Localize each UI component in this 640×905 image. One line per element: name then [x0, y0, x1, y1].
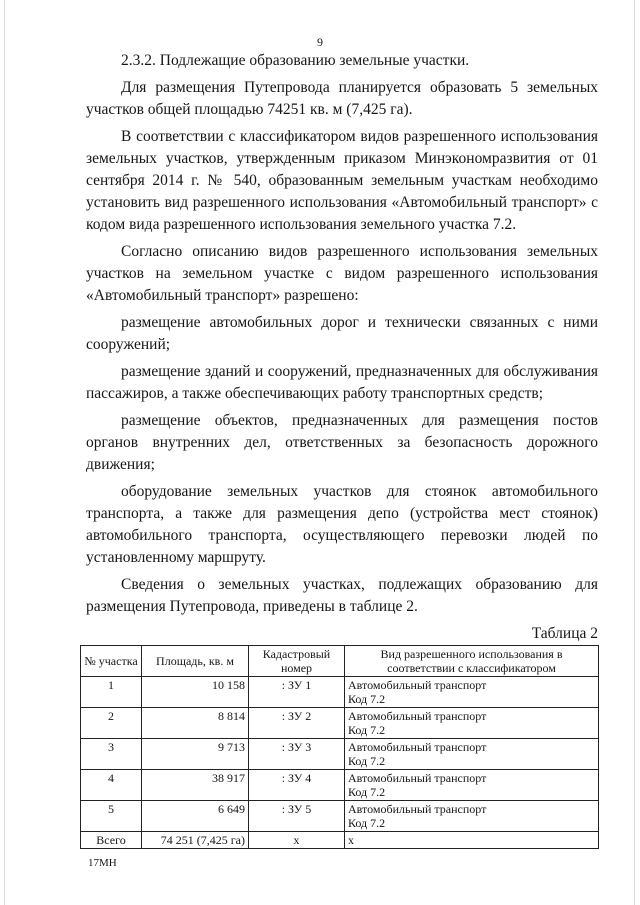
header-area: Площадь, кв. м: [142, 646, 249, 677]
cell-cadastral: : ЗУ 1: [249, 677, 345, 708]
use-type: Автомобильный транспорт: [348, 678, 487, 692]
cell-area: 9 713: [142, 739, 249, 770]
paragraph: размещение автомобильных дорог и технически связанных с ними сооружений;: [86, 314, 598, 353]
header-use: Вид разрешенного использования в соответствии с классификатором: [345, 646, 599, 677]
document-body: [86, 50, 598, 623]
cell-cadastral: : ЗУ 4: [249, 770, 345, 801]
footer-code: 17МН: [88, 857, 117, 869]
header-number: № участка: [81, 646, 142, 677]
paragraph: Согласно описанию видов разрешенного использования земельных участков на земельном участке с видом разрешенного использования «Автомобильный транспорт» разрешено:: [86, 243, 598, 304]
table-row: [81, 801, 599, 832]
use-type: Автомобильный транспорт: [348, 709, 487, 723]
table-row: [81, 708, 599, 739]
cell-number: 1: [81, 677, 142, 708]
cell-area: 8 814: [142, 708, 249, 739]
cell-use: [345, 708, 599, 739]
use-type: Автомобильный транспорт: [348, 740, 487, 754]
total-cadastral: х: [249, 832, 345, 849]
paragraph: размещение зданий и сооружений, предназначенных для обслуживания пассажиров, а также обеспечивающих работу транспортных средств;: [86, 363, 598, 402]
header-cadastral: Кадастровый номер: [249, 646, 345, 677]
cell-area: 38 917: [142, 770, 249, 801]
use-code: Код 7.2: [348, 816, 386, 830]
cell-use: [345, 770, 599, 801]
use-code: Код 7.2: [348, 692, 386, 706]
cell-number: 4: [81, 770, 142, 801]
cell-cadastral: : ЗУ 2: [249, 708, 345, 739]
left-margin-line: [4, 0, 5, 905]
paragraph: размещение объектов, предназначенных для размещения постов органов внутренних дел, ответственных за безопасность дорожного движения;: [86, 412, 598, 473]
cell-use: [345, 739, 599, 770]
table-row: [81, 739, 599, 770]
use-type: Автомобильный транспорт: [348, 802, 487, 816]
table-caption: Таблица 2: [531, 625, 598, 642]
paragraph: Для размещения Путепровода планируется образовать 5 земельных участков общей площадью 74251 кв. м (7,425 га).: [86, 79, 598, 118]
use-code: Код 7.2: [348, 754, 386, 768]
cell-area: 10 158: [142, 677, 249, 708]
right-margin-line: [634, 0, 635, 905]
use-code: Код 7.2: [348, 723, 386, 737]
land-parcels-table: [80, 645, 599, 849]
cell-cadastral: : ЗУ 5: [249, 801, 345, 832]
table-total-row: [81, 832, 599, 849]
table-header-row: [81, 646, 599, 677]
cell-area: 6 649: [142, 801, 249, 832]
total-area: 74 251 (7,425 га): [142, 832, 249, 849]
cell-cadastral: : ЗУ 3: [249, 739, 345, 770]
use-code: Код 7.2: [348, 785, 386, 799]
cell-number: 2: [81, 708, 142, 739]
total-use: х: [345, 832, 599, 849]
total-label: Всего: [81, 832, 142, 849]
use-type: Автомобильный транспорт: [348, 771, 487, 785]
cell-number: 3: [81, 739, 142, 770]
cell-use: [345, 801, 599, 832]
cell-use: [345, 677, 599, 708]
section-heading: 2.3.2. Подлежащие образованию земельные участки.: [121, 52, 470, 69]
table-row: [81, 677, 599, 708]
table-row: [81, 770, 599, 801]
page-number: 9: [317, 35, 323, 49]
cell-number: 5: [81, 801, 142, 832]
paragraph: В соответствии с классификатором видов разрешенного использования земельных участков, утвержденным приказом Минэкономразвития от 01 сентября 2014 г. № 540, образованным земельным участкам необходимо установить вид разрешенного использования «Автомобильный транспорт» с кодом вида разрешенного использования земельного участка 7.2.: [86, 128, 598, 233]
paragraph: оборудование земельных участков для стоянок автомобильного транспорта, а также для размещения депо (устройства мест стоянок) автомобильного транспорта, осуществляющего перевозки людей по установленному маршруту.: [86, 483, 598, 566]
paragraph: Сведения о земельных участках, подлежащих образованию для размещения Путепровода, приведены в таблице 2.: [86, 576, 598, 615]
